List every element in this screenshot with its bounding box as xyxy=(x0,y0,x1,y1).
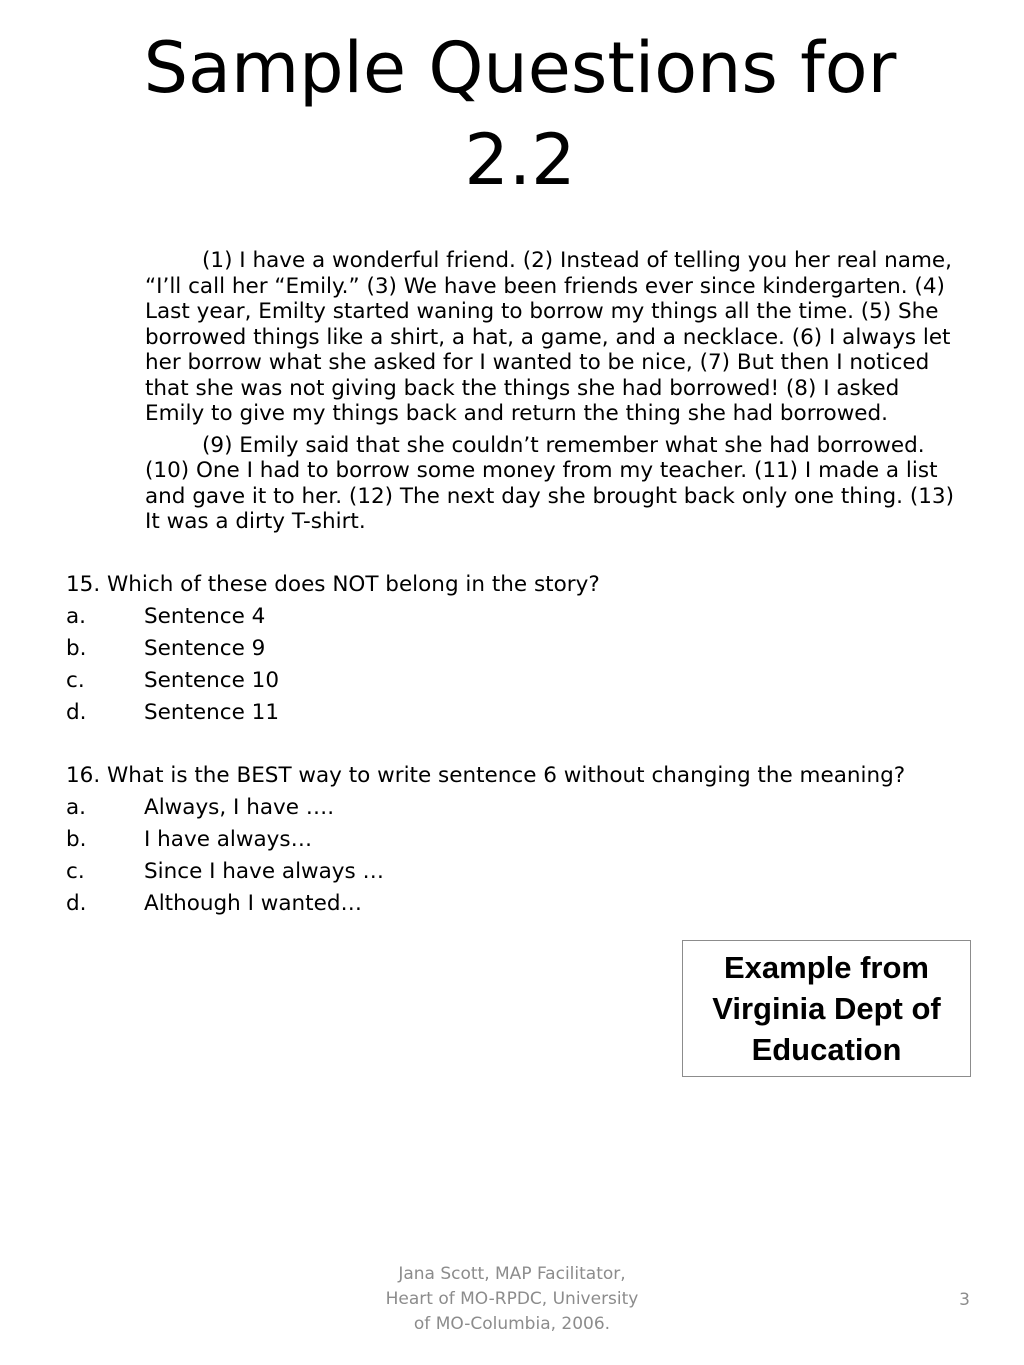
answer-option-a xyxy=(66,792,905,824)
footer-line2: Heart of MO-RPDC, University xyxy=(385,1289,639,1309)
option-letter: c. xyxy=(66,668,85,693)
footer-line1: Jana Scott, MAP Facilitator, xyxy=(398,1264,626,1284)
page-number: 3 xyxy=(959,1290,970,1310)
answer-option-b xyxy=(66,633,600,665)
answer-option-d xyxy=(66,697,600,729)
option-text: Although I wanted… xyxy=(144,891,362,916)
option-text: Sentence 10 xyxy=(144,668,280,693)
answer-option-c xyxy=(66,856,905,888)
footer-line3: of MO-Columbia, 2006. xyxy=(413,1314,611,1334)
passage-paragraph-1: (1) I have a wonderful friend. (2) Instead of telling you her real name, “I’ll call her “Emily.” (3) We have been friends ever since kindergarten. (4) Last year, Emilty started waning to borrow my things all the time. (5) She borrowed things like a shirt, a hat, a game, and a necklace. (6) I always let her borrow what she asked for I wanted to be nice, (7) But then I noticed that she was not giving back the things she had borrowed! (8) I asked Emily to give my things back and return the thing she had borrowed. xyxy=(145,248,952,426)
source-note-line1: Example from xyxy=(723,950,929,985)
slide-footer xyxy=(362,1262,662,1337)
question-stem: 15. Which of these does NOT belong in the story? xyxy=(66,572,600,597)
option-text: Since I have always … xyxy=(144,859,385,884)
slide-title-line1: Sample Questions for xyxy=(143,27,897,109)
option-letter: d. xyxy=(66,700,87,725)
story-passage xyxy=(145,248,960,541)
question-stem: 16. What is the BEST way to write sentence 6 without changing the meaning? xyxy=(66,763,906,788)
answer-option-b xyxy=(66,824,905,856)
answer-option-c xyxy=(66,665,600,697)
slide-title-line2: 2.2 xyxy=(464,119,576,201)
option-letter: a. xyxy=(66,795,87,820)
slide-title xyxy=(0,22,1024,206)
option-letter: b. xyxy=(66,636,87,661)
option-text: Always, I have …. xyxy=(144,795,335,820)
answer-option-d xyxy=(66,888,905,920)
option-text: Sentence 9 xyxy=(144,636,266,661)
option-text: Sentence 11 xyxy=(144,700,280,725)
option-text: I have always… xyxy=(144,827,313,852)
option-text: Sentence 4 xyxy=(144,604,266,629)
answer-option-a xyxy=(66,601,600,633)
question-15 xyxy=(66,569,600,729)
option-letter: c. xyxy=(66,859,85,884)
source-note-box xyxy=(682,940,971,1077)
passage-paragraph-2: (9) Emily said that she couldn’t remember what she had borrowed. (10) One I had to borrow some money from my teacher. (11) I made a list and gave it to her. (12) The next day she brought back only one thing. (13) It was a dirty T-shirt. xyxy=(145,432,954,534)
question-16 xyxy=(66,760,905,920)
option-letter: a. xyxy=(66,604,87,629)
option-letter: b. xyxy=(66,827,87,852)
option-letter: d. xyxy=(66,891,87,916)
source-note-line2: Virginia Dept of xyxy=(712,991,941,1026)
source-note-line3: Education xyxy=(751,1032,902,1067)
